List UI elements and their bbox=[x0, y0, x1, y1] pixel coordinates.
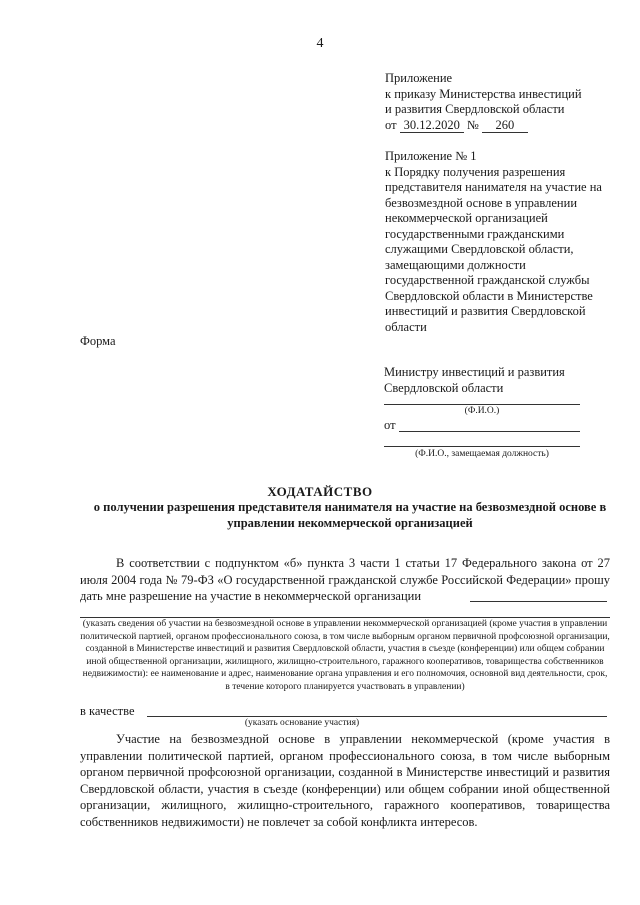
organization-line-1[interactable] bbox=[470, 601, 607, 602]
appendix-header bbox=[385, 71, 582, 133]
capacity-hint: (указать основание участия) bbox=[244, 718, 360, 728]
from-line[interactable] bbox=[399, 431, 580, 432]
appendix-line-3: и развития Свердловской области bbox=[385, 102, 565, 117]
appendix-one-block bbox=[385, 149, 610, 335]
order-number: 260 bbox=[482, 119, 528, 133]
form-label: Форма bbox=[80, 334, 116, 348]
appendix-date-line bbox=[385, 118, 582, 134]
body-paragraph-1: В соответствии с подпунктом «б» пункта 3 части 1 статьи 17 Федерального закона от 27 июля 2004 года № 79-ФЗ «О государственной гражданской службе Российской Федерации» прошу дать мне разрешение на участие в некоммерческой организации bbox=[80, 556, 610, 603]
addressee-line-1: Министру инвестиций и развития bbox=[384, 365, 565, 379]
appendix-line-1: Приложение bbox=[385, 71, 453, 85]
appendix-line-2: к приказу Министерства инвестиций bbox=[385, 86, 582, 101]
position-line[interactable] bbox=[384, 446, 580, 447]
fio-hint: (Ф.И.О.) bbox=[464, 406, 500, 416]
fio-position-hint: (Ф.И.О., замещаемая должность) bbox=[415, 449, 549, 459]
document-subtitle: о получении разрешения представителя нанимателя на участие на безвозмездной основе в управлении некоммерческой организацией bbox=[93, 500, 607, 530]
document-title: ХОДАТАЙСТВО bbox=[267, 484, 373, 499]
page-number: 4 bbox=[316, 36, 324, 51]
from-label: от bbox=[384, 418, 396, 432]
capacity-line[interactable] bbox=[147, 716, 607, 717]
body-paragraph-2: Участие на безвозмездной основе в управлении некоммерческой (кроме участия в управлении политической партией, органом профессионального союза, в том числе выборным органом первичной профсоюзной организации, созданной в Министерстве инвестиций и развития Свердловской области, участия в съезде (конференции) или общем собрании иной общественной организации, жилищного, жилищно-строительного, гаражного кооперативов, товарищества собственников недвижимости) не повлечет за собой конфликта интересов. bbox=[80, 732, 610, 829]
appendix-one-title: Приложение № 1 bbox=[385, 149, 477, 163]
capacity-label: в качестве bbox=[80, 704, 135, 718]
order-date: 30.12.2020 bbox=[400, 119, 464, 133]
date-prefix: от bbox=[385, 117, 397, 132]
number-sign: № bbox=[466, 117, 479, 132]
addressee-line-2: Свердловской области bbox=[384, 380, 504, 395]
organization-note: (указать сведения об участии на безвозмездной основе в управлении некоммерческой организацией (кроме участия в управлении политической партией, органом профессионального союза, в том числе выборным органом первичной профсоюзной организации, созданной в Министерстве инвестиций и развития Свердловской области, участия в съезде (конференции) или общем собрании иной общественной организации, жилищного, жилищно-строительного, гаражного кооперативов, товарищества собственников недвижимости): ее наименование и адрес, наименование органа управления и его полномочия, основной вид деятельности, срок, в течение которого планируется участвовать в управлении) bbox=[80, 619, 610, 692]
fio-line[interactable] bbox=[384, 404, 580, 405]
addressee-block bbox=[384, 365, 594, 396]
appendix-one-text: к Порядку получения разрешения представителя нанимателя на участие на безвозмездной основе в управлении некоммерческой организацией государственными гражданскими служащими Свердловской области, замещающими должности государственной гражданской службы Свердловской области в Министерстве инвестиций и развития Свердловской области bbox=[385, 164, 602, 334]
